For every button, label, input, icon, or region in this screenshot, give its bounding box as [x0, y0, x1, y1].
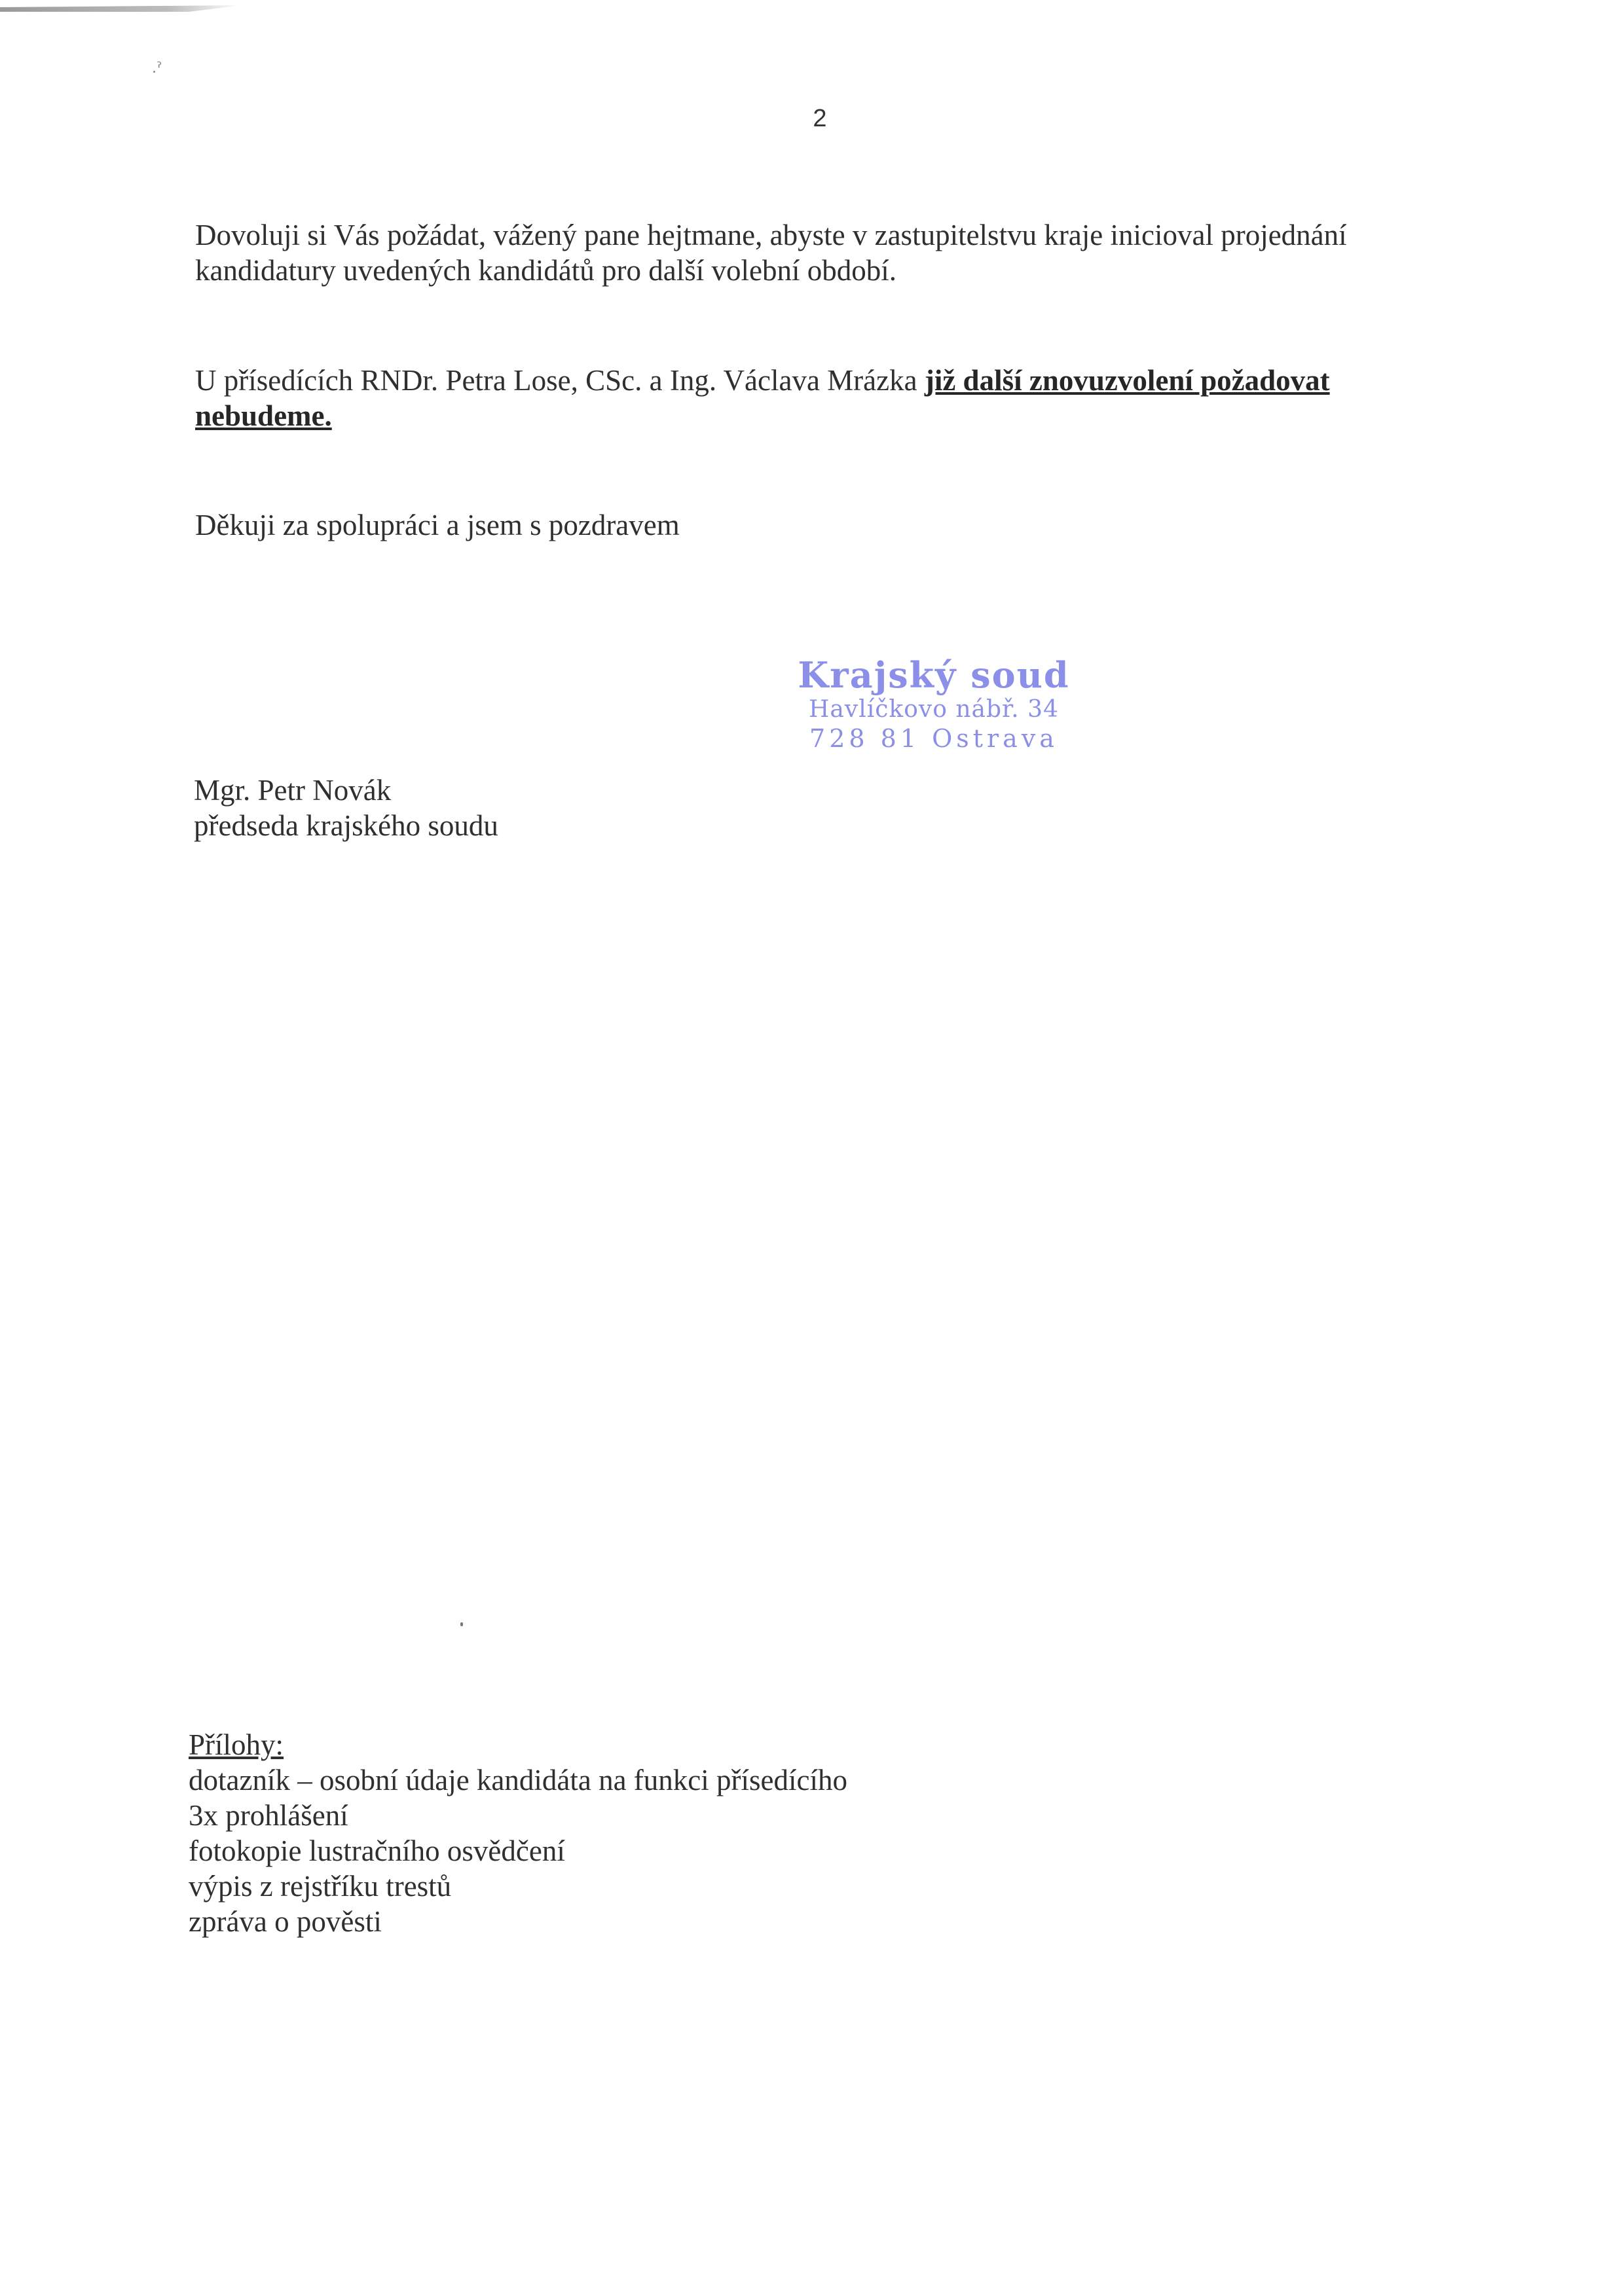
attachment-item: zpráva o pověsti	[189, 1905, 382, 1938]
attachment-item: 3x prohlášení	[189, 1799, 348, 1832]
scan-edge-artifact	[0, 5, 242, 12]
signatory-role: předseda krajského soudu	[194, 809, 498, 842]
closing-line: Děkuji za spolupráci a jsem s pozdravem	[195, 509, 680, 541]
request-paragraph	[195, 217, 1347, 288]
attachment-item: výpis z rejstříku trestů	[189, 1870, 452, 1903]
assessors-emphasis-1: již další znovuzvolení požadovat	[924, 364, 1330, 397]
request-line-2: kandidatury uvedených kandidátů pro další volební období.	[195, 254, 897, 287]
page-number: 2	[813, 105, 827, 132]
stamp-court-name: Krajský soud	[798, 654, 1070, 696]
closing-paragraph	[195, 507, 680, 543]
court-stamp	[796, 655, 1071, 753]
attachments-list	[189, 1727, 847, 1939]
assessors-line-2	[195, 398, 1330, 433]
scan-dot-artifact	[460, 1622, 463, 1626]
assessors-line-1	[195, 363, 1330, 398]
assessors-text: U přísedících RNDr. Petra Lose, CSc. a Ing. Václava Mrázka	[195, 364, 925, 397]
attachment-item: dotazník – osobní údaje kandidáta na funkci přísedícího	[189, 1764, 847, 1796]
signature-block	[194, 773, 498, 843]
assessors-paragraph	[195, 363, 1330, 433]
assessors-emphasis-2: nebudeme.	[195, 399, 332, 432]
signatory-name: Mgr. Petr Novák	[194, 774, 392, 807]
attachment-item: fotokopie lustračního osvědčení	[189, 1834, 565, 1867]
stamp-city: 728 81 Ostrava	[809, 724, 1058, 753]
attachments-heading: Přílohy:	[189, 1728, 284, 1761]
request-line-1: Dovoluji si Vás požádat, vážený pane hejtmane, abyste v zastupitelstvu kraje inicioval projednání	[195, 219, 1347, 251]
scan-speck-mark: .ˀ	[152, 60, 162, 77]
stamp-street: Havlíčkovo nábř. 34	[809, 696, 1059, 723]
